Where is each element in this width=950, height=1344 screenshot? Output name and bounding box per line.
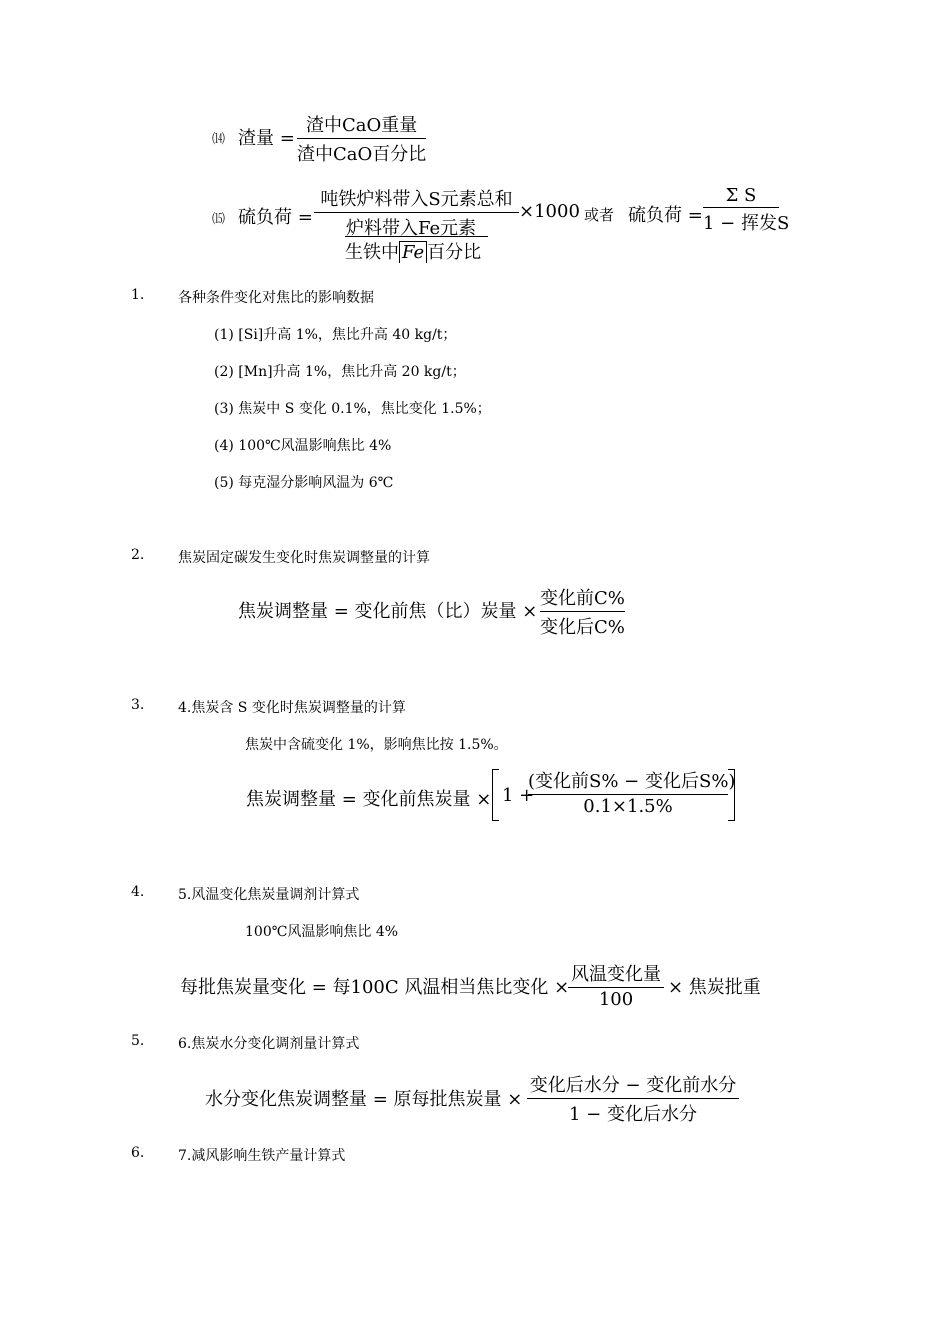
list-item: (2) [Mn]升高 1%，焦比升高 20 kg/t； <box>214 364 466 380</box>
section-4-fraction <box>568 960 664 1010</box>
fe-symbol: Fe <box>399 241 427 263</box>
denominator-bottom-prefix: 生铁中 <box>345 242 399 263</box>
formula-15-inner-bar <box>345 236 488 237</box>
section-3-lhs: 焦炭调整量 = 变化前焦炭量 × <box>246 789 492 810</box>
section-5-number: 5. <box>131 1033 145 1049</box>
section-4-lhs: 每批焦炭量变化 = 每100C 风温相当焦比变化 × <box>180 977 570 998</box>
list-item: (3) 焦炭中 S 变化 0.1%，焦比变化 1.5%； <box>214 401 491 417</box>
formula-15-denominator-top: 炉料带入Fe元素 <box>346 218 477 239</box>
section-2-lhs: 焦炭调整量 = 变化前焦（比）炭量 × <box>238 601 538 622</box>
denominator-bottom-suffix: 百分比 <box>427 242 482 263</box>
formula-15-denominator-bottom <box>345 238 481 264</box>
formula-15-multiplier: ×1000 <box>519 201 580 222</box>
section-3-one: 1 + <box>502 785 535 806</box>
section-2-denominator: 变化后C% <box>540 617 625 638</box>
formula-14-number: ⒁ <box>212 132 226 147</box>
formula-15-number: ⒂ <box>212 212 226 227</box>
formula-15-lhs2: 硫负荷 = <box>628 205 703 226</box>
section-4-title: 5.风温变化焦炭量调剂计算式 <box>178 887 360 903</box>
formula-15-fraction <box>314 185 519 240</box>
right-bracket <box>728 769 735 821</box>
section-4-note: 100℃风温影响焦比 4% <box>245 924 399 940</box>
formula-14-numerator: 渣中CaO重量 <box>306 115 418 136</box>
section-3-title: 4.焦炭含 S 变化时焦炭调整量的计算 <box>178 700 406 716</box>
section-3-fraction <box>528 767 736 817</box>
section-6-number: 6. <box>131 1145 145 1161</box>
section-3-denominator: 0.1×1.5% <box>583 796 673 817</box>
formula-14-fraction <box>297 111 426 166</box>
formula-15-lhs: 硫负荷 = <box>238 207 313 228</box>
formula-14-lhs: 渣量 = <box>238 128 295 149</box>
left-bracket <box>492 769 499 821</box>
formula-14-denominator: 渣中CaO百分比 <box>297 144 427 165</box>
section-1-number: 1. <box>131 287 145 303</box>
section-4-number: 4. <box>131 884 145 900</box>
section-5-lhs: 水分变化焦炭调整量 = 原每批焦炭量 × <box>205 1089 523 1110</box>
formula-15-numerator: 吨铁炉料带入S元素总和 <box>320 189 513 210</box>
section-5-denominator: 1 − 变化后水分 <box>569 1104 697 1125</box>
section-5-numerator: 变化后水分 − 变化前水分 <box>529 1075 737 1096</box>
section-2-number: 2. <box>131 547 145 563</box>
section-5-title: 6.焦炭水分变化调剂量计算式 <box>178 1036 360 1052</box>
section-2-fraction <box>540 584 625 639</box>
section-2-title: 焦炭固定碳发生变化时焦炭调整量的计算 <box>178 550 430 566</box>
list-item: (1) [Si]升高 1%，焦比升高 40 kg/t； <box>214 327 457 343</box>
section-6-title: 7.减风影响生铁产量计算式 <box>178 1148 346 1164</box>
list-item: (4) 100℃风温影响焦比 4% <box>214 438 392 454</box>
alt-numerator: Σ S <box>725 185 757 206</box>
formula-15-or: 或者 <box>584 206 615 224</box>
section-3-number: 3. <box>131 697 145 713</box>
list-item: (5) 每克湿分影响风温为 6℃ <box>214 475 394 491</box>
section-5-fraction <box>527 1071 739 1126</box>
section-4-numerator: 风温变化量 <box>571 964 661 985</box>
section-2-numerator: 变化前C% <box>540 588 625 609</box>
section-4-rhs: × 焦炭批重 <box>668 977 761 998</box>
section-3-note: 焦炭中含硫变化 1%，影响焦比按 1.5%。 <box>245 737 508 753</box>
section-4-denominator: 100 <box>598 989 634 1010</box>
alt-denominator: 1 − 挥发S <box>703 213 790 234</box>
section-1-title: 各种条件变化对焦比的影响数据 <box>178 290 374 306</box>
section-3-numerator: (变化前S% − 变化后S%) <box>528 771 736 792</box>
formula-15-alt-fraction <box>703 185 790 235</box>
